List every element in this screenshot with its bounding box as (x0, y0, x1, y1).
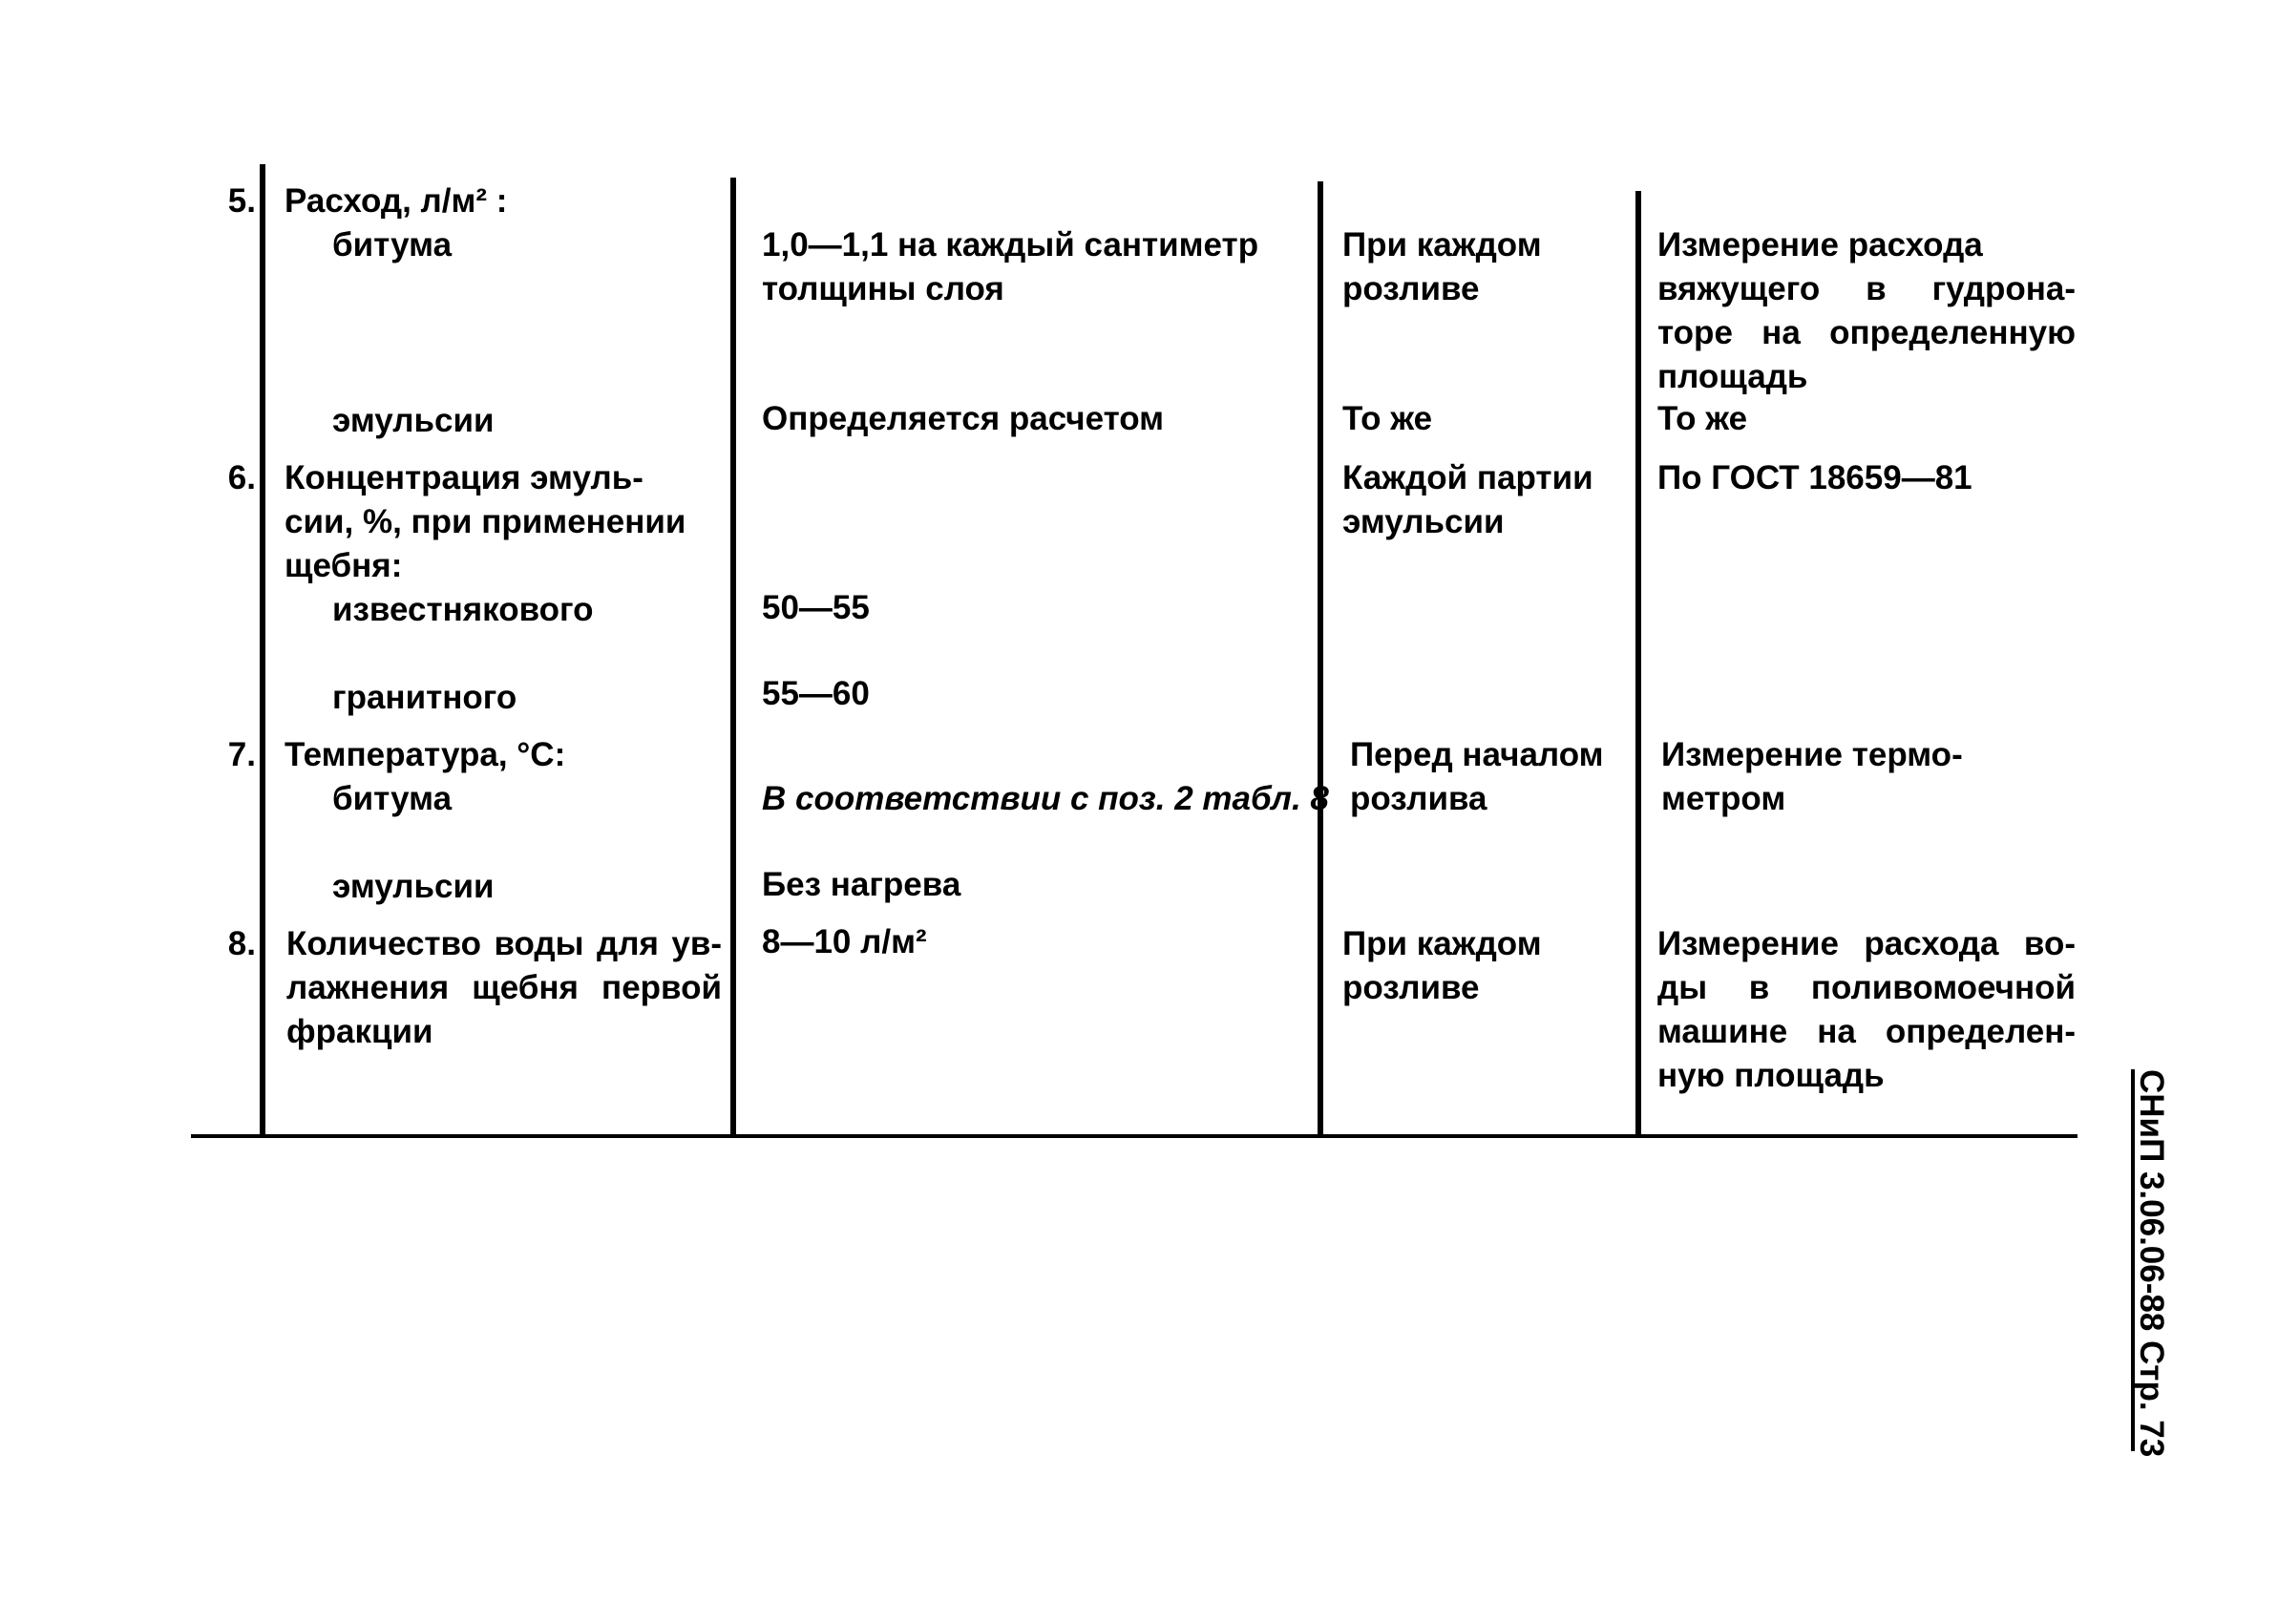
column-rule-1 (260, 164, 265, 1138)
value-cell: 50—55 (762, 589, 870, 626)
method-cell: торе на определенную (1657, 314, 2076, 351)
method-cell: ды в поливомоечной (1657, 969, 2076, 1006)
value-cell: В соответствии с поз. 2 табл. 8 (762, 780, 1329, 817)
frequency-cell: Каждой партии (1342, 459, 1593, 496)
param-sub: битума (332, 226, 453, 264)
param-sub: битума (332, 780, 453, 817)
column-rule-3 (1318, 181, 1323, 1138)
row-number: 7. (227, 736, 256, 773)
method-cell: То же (1657, 400, 1748, 437)
param-title: лажнения щебня первой (286, 969, 722, 1006)
frequency-cell: При каждом (1342, 925, 1542, 962)
param-sub: известнякового (332, 591, 594, 628)
column-rule-2 (730, 178, 736, 1138)
method-cell: ную площадь (1657, 1057, 1885, 1094)
frequency-cell: розлива (1350, 780, 1487, 817)
table-bottom-rule (191, 1134, 2078, 1138)
value-cell: 55—60 (762, 675, 870, 712)
frequency-cell: розливе (1342, 270, 1480, 307)
method-cell: площадь (1657, 358, 1808, 395)
value-cell: 8—10 л/м² (762, 923, 927, 960)
param-title: фракции (286, 1013, 433, 1050)
frequency-cell: розливе (1342, 969, 1480, 1006)
param-title: сии, %, при применении (285, 503, 686, 540)
value-cell: Без нагрева (762, 866, 961, 903)
value-cell: 1,0—1,1 на каждый сантиметр (762, 226, 1259, 264)
value-cell: Определяется расчетом (762, 400, 1165, 437)
method-cell: Измерение термо- (1661, 736, 1963, 773)
row-number: 5. (227, 182, 256, 220)
frequency-cell: При каждом (1342, 226, 1542, 264)
frequency-cell: Перед началом (1350, 736, 1604, 773)
running-header-text: СНиП 3.06.06-88 Стр. 73 (2133, 1069, 2170, 1458)
frequency-cell: эмульсии (1342, 503, 1505, 540)
param-sub: эмульсии (332, 868, 495, 905)
method-cell: Измерение расхода во- (1657, 925, 2076, 962)
column-rule-4 (1635, 191, 1641, 1138)
param-title: Расход, л/м² : (285, 182, 508, 220)
param-sub: гранитного (332, 679, 517, 716)
running-header (2131, 1069, 2184, 1458)
row-number: 6. (227, 459, 256, 496)
method-cell: вяжущего в гудрона- (1657, 270, 2076, 307)
param-title: Количество воды для ув- (286, 925, 722, 962)
method-cell: машине на определен- (1657, 1013, 2076, 1050)
method-cell: По ГОСТ 18659—81 (1657, 459, 1972, 496)
frequency-cell: То же (1342, 400, 1433, 437)
value-cell: толщины слоя (762, 270, 1004, 307)
param-title: щебня: (285, 547, 403, 584)
row-number: 8. (227, 925, 256, 962)
param-title: Концентрация эмуль- (285, 459, 643, 496)
method-cell: Измерение расхода (1657, 226, 1983, 264)
param-title: Температура, °С: (285, 736, 566, 773)
param-sub: эмульсии (332, 402, 495, 439)
method-cell: метром (1661, 780, 1786, 817)
